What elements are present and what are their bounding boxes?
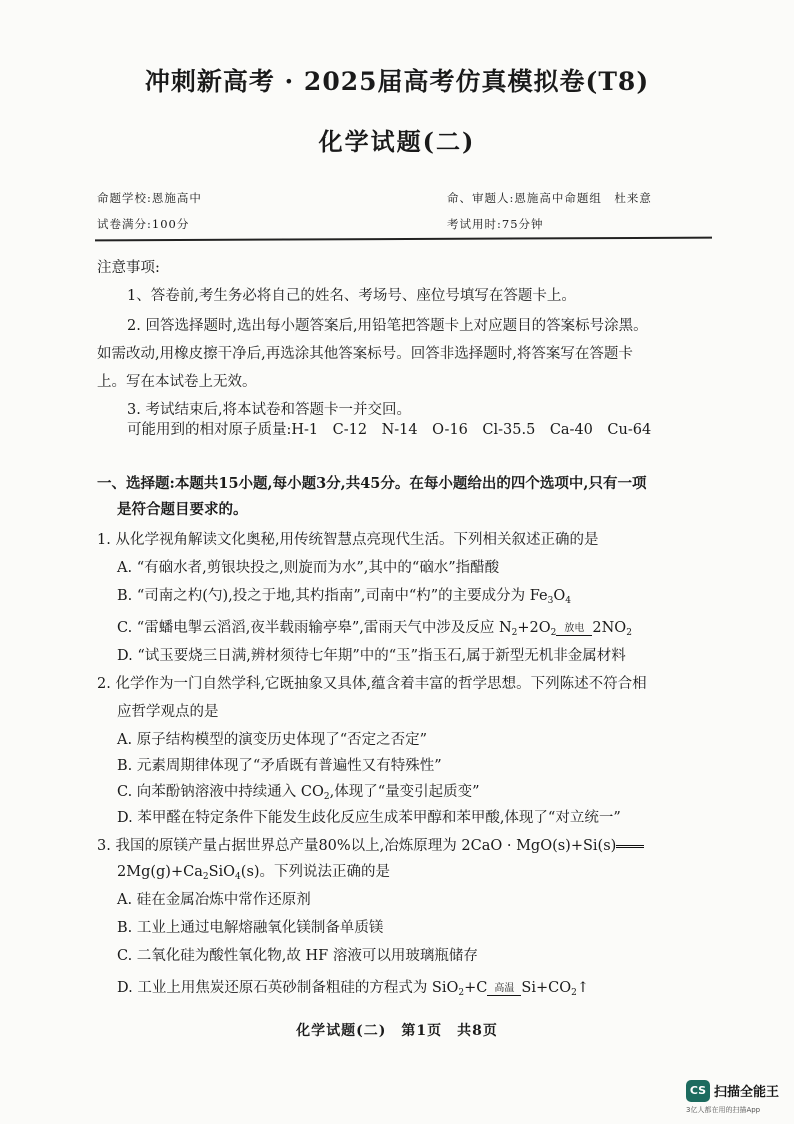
question-2-stem: 2. 化学作为一门自然学科,它既抽象又具体,蕴含着丰富的哲学思想。下列陈述不符合相: [97, 676, 647, 692]
question-2-option-c: C. 向苯酚钠溶液中持续通入 $CO_2$,体现了“量变引起质变”: [117, 784, 480, 802]
question-2-option-b: B. 元素周期律体现了“矛盾既有普遍性又有特殊性”: [117, 758, 442, 774]
notice-item-3: 3. 考试结束后,将本试卷和答题卡一并交回。: [127, 402, 412, 418]
reaction-condition-arrow: 放电: [556, 623, 592, 643]
atomic-masses: 可能用到的相对原子质量:H-1 C-12 N-14 O-16 Cl-35.5 Ca-40 Cu-64: [127, 422, 652, 438]
notice-item-2-cont: 上。写在本试卷上无效。: [97, 374, 257, 390]
question-1-option-b: B. “司南之杓(勺),投之于地,其杓指南”,司南中“杓”的主要成分为 $Fe_3O_4$: [117, 588, 571, 606]
question-3-stem: 3. 我国的原镁产量占据世界总产量80%以上,冶炼原理为 2CaO · MgO(s)+Si(s): [97, 836, 644, 856]
exam-author: 命、审题人:恩施高中命题组 杜来意: [447, 191, 652, 205]
page-footer: 化学试题(二) 第1页 共8页: [296, 1023, 498, 1039]
header-divider: [95, 237, 712, 242]
question-2-option-d: D. 苯甲醛在特定条件下能发生歧化反应生成苯甲醇和苯甲酸,体现了“对立统一”: [117, 810, 621, 826]
exam-time: 考试用时:75分钟: [447, 217, 544, 231]
exam-score: 试卷满分:100分: [97, 217, 190, 231]
section-heading: 一、选择题:本题共15小题,每小题3分,共45分。在每小题给出的四个选项中,只有一项: [97, 475, 647, 492]
exam-school: 命题学校:恩施高中: [97, 191, 202, 205]
page-title: 冲刺新高考 · 2025届高考仿真模拟卷(T8): [144, 67, 650, 96]
scanner-watermark: [686, 1076, 790, 1116]
question-1-option-a: A. “有硇水者,剪银块投之,则旋而为水”,其中的“硇水”指醋酸: [117, 560, 500, 576]
question-3-option-b: B. 工业上通过电解熔融氧化镁制备单质镁: [117, 920, 384, 936]
reaction-condition-arrow: 高温: [487, 983, 521, 1003]
question-1-stem: 1. 从化学视角解读文化奥秘,用传统智慧点亮现代生活。下列相关叙述正确的是: [97, 532, 599, 548]
question-3-option-d: D. 工业上用焦炭还原石英砂制备粗硅的方程式为 SiO$_2$+C 高温 $Si+CO_2↑$: [117, 978, 589, 1003]
question-1-option-d: D. “试玉要烧三日满,辨材须待七年期”中的“玉”指玉石,属于新型无机非金属材料: [117, 648, 626, 664]
question-3-option-a: A. 硅在金属冶炼中常作还原剂: [117, 892, 311, 908]
question-2-option-a: A. 原子结构模型的演变历史体现了“否定之否定”: [117, 732, 428, 748]
question-2-stem-cont: 应哲学观点的是: [117, 704, 219, 720]
watermark-name: 扫描全能王: [714, 1085, 780, 1100]
notice-item-1: 1、答卷前,考生务必将自己的姓名、考场号、座位号填写在答题卡上。: [127, 288, 576, 304]
camscanner-logo-icon: CS: [686, 1080, 710, 1102]
question-1-option-c: C. “雷蟠电掣云滔滔,夜半载雨输亭皋”,雷雨天气中涉及反应 $N_2+2O_2$ 放电 $2NO_2$: [117, 618, 632, 643]
section-heading-cont: 是符合题目要求的。: [117, 501, 248, 518]
notice-heading: 注意事项:: [97, 260, 160, 276]
equilibrium-sign: [616, 845, 644, 848]
question-3-option-c: C. 二氧化硅为酸性氧化物,故 HF 溶液可以用玻璃瓶储存: [117, 948, 478, 964]
watermark-tagline: 3亿人都在用的扫描App: [686, 1106, 761, 1114]
notice-item-2: 2. 回答选择题时,选出每小题答案后,用铅笔把答题卡上对应题目的答案标号涂黑。: [127, 318, 648, 334]
notice-item-2-cont: 如需改动,用橡皮擦干净后,再选涂其他答案标号。回答非选择题时,将答案写在答题卡: [97, 346, 633, 362]
question-3-stem-cont: $2Mg(g)+Ca_2SiO_4(s)$。下列说法正确的是: [117, 864, 391, 882]
page-subtitle: 化学试题(二): [318, 127, 476, 156]
